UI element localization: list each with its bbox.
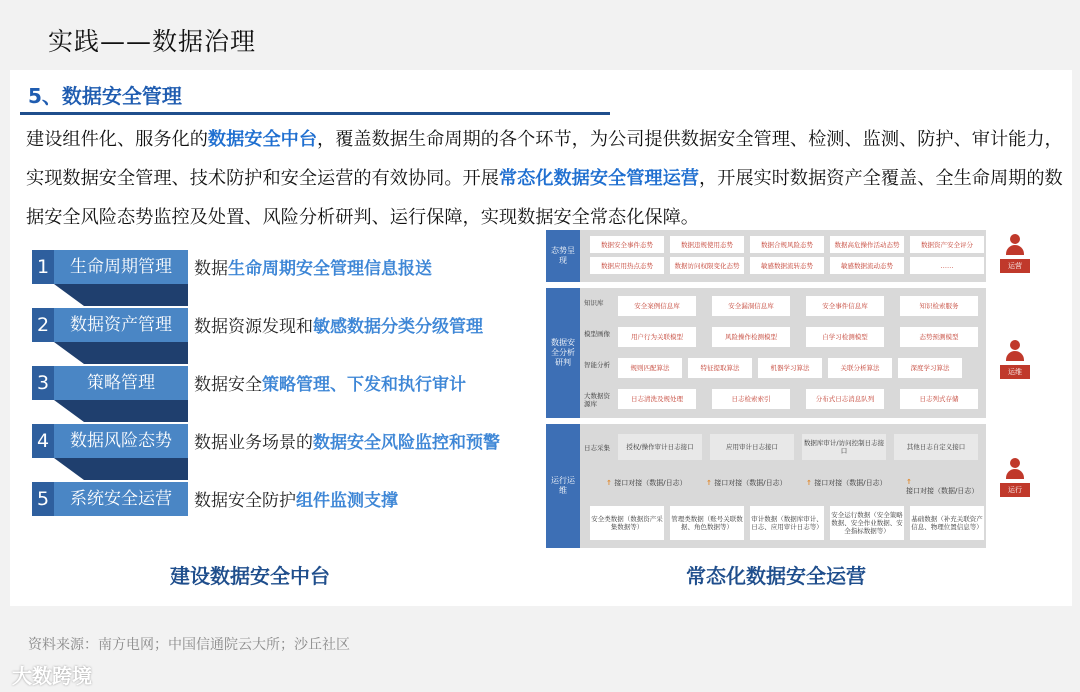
arrow-label: 接口对接（数据/日志）	[906, 487, 979, 495]
person-body-icon	[1006, 351, 1024, 361]
person-icon	[1010, 234, 1020, 244]
diagram-box: 数据库审计/访问控制日志接口	[802, 434, 886, 460]
content-card	[10, 70, 1072, 606]
diagram-box: 授权/操作审计日志接口	[618, 434, 702, 460]
row-label: 日志采集	[584, 444, 610, 452]
diagram-box: 特征提取算法	[688, 358, 752, 378]
row-label: 模型画像	[584, 330, 610, 338]
band-situation	[546, 230, 986, 282]
step-desc-plain: 数据业务场景的	[194, 433, 313, 453]
diagram-box: 管理类数据（账号关联数据、角色数据等）	[670, 506, 744, 540]
role-tag: 运营	[1000, 259, 1030, 273]
step-desc-highlight: 敏感数据分类分级管理	[313, 317, 483, 337]
step-number: 1	[32, 250, 54, 284]
watermark-logo: 大数跨境	[12, 664, 92, 688]
diagram-box: 日志列式存储	[900, 389, 978, 409]
diagram-box: 安全类数据（数据资产采集数据等）	[590, 506, 664, 540]
step-desc-highlight: 策略管理、下发和执行审计	[262, 375, 466, 395]
intro-paragraph	[26, 120, 1066, 237]
up-arrow-icon: ↑	[906, 478, 912, 486]
diagram-box: ……	[910, 257, 984, 274]
band-label: 运行运维	[546, 424, 580, 548]
person-icon	[1010, 340, 1020, 350]
diagram-box: 自学习检测模型	[806, 327, 884, 347]
interface-arrow	[806, 478, 887, 488]
paragraph-text: ，覆盖数据生命周期的各个环节，为公司提供数据安全管理、检测、监测、防护、审计能力，实现数据安全管理、技术防护和安全运营的有效协同。开展	[26, 129, 1063, 189]
interface-arrow	[706, 478, 787, 488]
diagram-box: 应用审计日志接口	[710, 434, 794, 460]
diagram-box: 审计数据（数据库审计、日志、应用审计日志等）	[750, 506, 824, 540]
caption-left: 建设数据安全中台	[170, 564, 330, 588]
step-fold-shape	[54, 284, 188, 306]
source-note: 资料来源：南方电网；中国信通院云大所；沙丘社区	[28, 637, 350, 653]
step-list	[32, 250, 532, 540]
diagram-box: 态势预测模型	[900, 327, 978, 347]
diagram-box: 数据资产安全评分	[910, 236, 984, 253]
interface-arrow	[606, 478, 687, 488]
diagram-box: 知识检索服务	[900, 296, 978, 316]
arrow-label: 接口对接（数据/日志）	[614, 479, 687, 487]
step-label: 系统安全运营	[54, 482, 188, 516]
band-label: 态势呈现	[546, 230, 580, 282]
arrow-label: 接口对接（数据/日志）	[814, 479, 887, 487]
operations-diagram	[546, 230, 1066, 548]
step-desc-plain: 数据安全	[194, 375, 262, 395]
band-analysis	[546, 288, 986, 418]
section-title: 5、数据安全管理	[28, 84, 182, 108]
diagram-box: 数据访问权限变化态势	[670, 257, 744, 274]
diagram-box: 数据违规使用态势	[670, 236, 744, 253]
step-fold-shape	[54, 458, 188, 480]
step-desc-highlight: 生命周期安全管理信息报送	[228, 259, 432, 279]
diagram-box: 数据高危操作活动态势	[830, 236, 904, 253]
step-number: 2	[32, 308, 54, 342]
step-description	[194, 486, 398, 511]
step-description	[194, 428, 500, 453]
diagram-box: 敏感数据流动态势	[830, 257, 904, 274]
paragraph-text: ，开展实时数据资产全覆盖、全生命周期的数据安全风险态势监控及处置、风险分析研判、运行保障，实现数据安全常态化保障。	[26, 168, 1063, 228]
diagram-box: 基础数据（补充关联资产信息、物理位置信息等）	[910, 506, 984, 540]
up-arrow-icon: ↑	[606, 479, 615, 487]
diagram-box: 安全事件信息库	[806, 296, 884, 316]
diagram-box: 安全运行数据（安全策略数据、安全作业数据、安全指标数据等）	[830, 506, 904, 540]
slide-title: 实践——数据治理	[48, 27, 257, 56]
role-tag: 运行	[1000, 483, 1030, 497]
role-tag: 运维	[1000, 365, 1030, 379]
step-label: 数据资产管理	[54, 308, 188, 342]
row-label: 知识库	[584, 299, 604, 307]
diagram-box: 其他日志自定义接口	[894, 434, 978, 460]
step-description	[194, 370, 466, 395]
role-figure	[998, 340, 1032, 379]
step-description	[194, 254, 432, 279]
person-body-icon	[1006, 245, 1024, 255]
step-desc-plain: 数据	[194, 259, 228, 279]
role-figure	[998, 234, 1032, 273]
diagram-box: 关联分析算法	[828, 358, 892, 378]
up-arrow-icon: ↑	[706, 479, 715, 487]
diagram-box: 机器学习算法	[758, 358, 822, 378]
step-label: 策略管理	[54, 366, 188, 400]
row-label: 智能分析	[584, 361, 610, 369]
diagram-box: 风险操作检测模型	[712, 327, 790, 347]
diagram-box: 日志清洗及规处理	[618, 389, 696, 409]
step-desc-plain: 数据安全防护	[194, 491, 296, 511]
diagram-box: 安全漏洞信息库	[712, 296, 790, 316]
diagram-box: 用户行为关联模型	[618, 327, 696, 347]
step-number: 3	[32, 366, 54, 400]
paragraph-text: 建设组件化、服务化的	[26, 129, 208, 150]
step-label: 数据风险态势	[54, 424, 188, 458]
up-arrow-icon: ↑	[806, 479, 815, 487]
diagram-box: 敏感数据流转态势	[750, 257, 824, 274]
arrow-label: 接口对接（数据/日志）	[714, 479, 787, 487]
interface-arrow	[906, 478, 986, 496]
diagram-box: 规则匹配算法	[618, 358, 682, 378]
diagram-box: 数据应用热点态势	[590, 257, 664, 274]
diagram-box: 深度学习算法	[898, 358, 962, 378]
step-desc-plain: 数据资源发现和	[194, 317, 313, 337]
caption-right: 常态化数据安全运营	[686, 564, 866, 588]
step-item	[32, 366, 532, 400]
step-item	[32, 250, 532, 284]
highlight-text: 数据安全中台	[207, 129, 318, 150]
step-desc-highlight: 组件监测支撑	[296, 491, 398, 511]
role-figure	[998, 458, 1032, 497]
diagram-box: 数据合规风险态势	[750, 236, 824, 253]
step-number: 4	[32, 424, 54, 458]
person-body-icon	[1006, 469, 1024, 479]
diagram-box: 数据安全事件态势	[590, 236, 664, 253]
step-item	[32, 482, 532, 516]
diagram-box: 分布式日志消息队列	[806, 389, 884, 409]
row-label: 大数据资源库	[584, 392, 610, 408]
step-description	[194, 312, 483, 337]
step-item	[32, 308, 532, 342]
diagram-box: 安全案例信息库	[618, 296, 696, 316]
step-fold-shape	[54, 342, 188, 364]
step-fold-shape	[54, 400, 188, 422]
diagram-box: 日志检索索引	[712, 389, 790, 409]
section-underline	[20, 112, 610, 115]
step-number: 5	[32, 482, 54, 516]
person-icon	[1010, 458, 1020, 468]
step-label: 生命周期管理	[54, 250, 188, 284]
step-item	[32, 424, 532, 458]
step-desc-highlight: 数据安全风险监控和预警	[313, 433, 500, 453]
band-operations	[546, 424, 986, 548]
band-label: 数据安全分析研判	[546, 288, 580, 418]
highlight-text: 常态化数据安全管理运营	[498, 168, 699, 189]
